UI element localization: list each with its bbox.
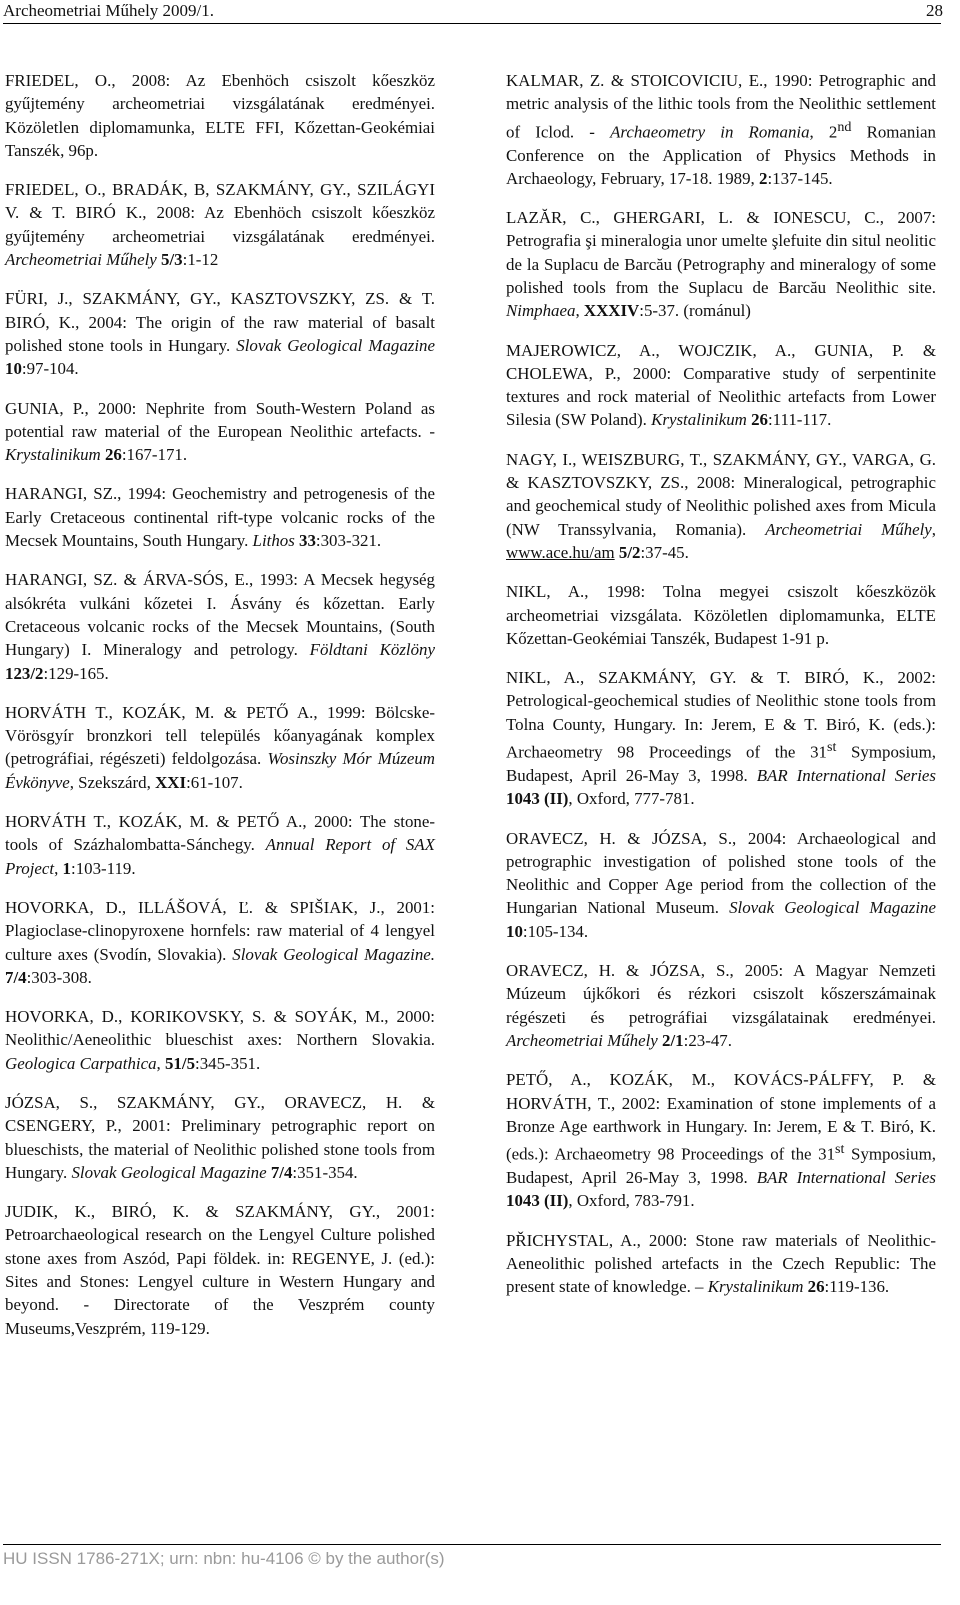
reference-text: :23-47.	[683, 1030, 732, 1050]
reference-entry	[506, 1229, 936, 1299]
reference-text: 5/2	[618, 542, 641, 562]
reference-text: 51/5	[164, 1053, 196, 1073]
reference-text: Geologica Carpathica	[5, 1053, 157, 1073]
reference-text: :103-119.	[71, 858, 136, 878]
reference-text: :303-321.	[315, 531, 382, 551]
reference-text: 10	[506, 921, 523, 941]
references-right-column	[506, 69, 936, 1315]
reference-text: PŘICHYSTAL, A., 2000: Stone raw materials of Neolithic-Aeneolithic polished artefacts in the Czech Republic: The present state of knowledge. –	[506, 1230, 936, 1297]
reference-entry	[5, 397, 435, 467]
reference-text: ,	[575, 301, 584, 321]
reference-text: Archeometriai Műhely	[765, 519, 932, 539]
reference-text: 2	[758, 168, 768, 188]
reference-text: GUNIA, P., 2000: Nephrite from South-Western Poland as potential raw material of the European Neolithic artefacts. -	[5, 398, 435, 441]
reference-entry	[5, 896, 435, 989]
reference-entry	[5, 287, 435, 380]
reference-entry	[506, 666, 936, 810]
reference-text: :303-308.	[26, 967, 92, 987]
reference-entry	[5, 178, 435, 271]
footer-rule	[3, 1544, 941, 1545]
reference-text: Krystalinikum	[5, 445, 101, 465]
reference-text: 7/4	[5, 967, 27, 987]
page-header	[3, 0, 943, 24]
reference-text: HORVÁTH T., KOZÁK, M. & PETŐ A., 2000: The stone-tools of Százhalombatta-Sánchegy.	[5, 812, 435, 855]
reference-text: :351-354.	[292, 1162, 358, 1182]
reference-text: XXXIV	[583, 301, 640, 321]
reference-text: NAGY, I., WEISZBURG, T., SZAKMÁNY, GY., VARGA, G. & KASZTOVSZKY, ZS., 2008: Mineralogical, petrographic and geochemical study of Neolithic polished axes from Micula (NW Transsylvania, Romania).	[506, 449, 936, 539]
reference-text: 7/4	[270, 1162, 293, 1182]
reference-text: FRIEDEL, O., 2008: Az Ebenhöch csiszolt kőeszköz gyűjtemény archeometriai vizsgálatának eredményei. Közöletlen diplomamunka, ELTE FFI, Kőzettan-Geokémiai Tanszék, 96p.	[5, 71, 435, 160]
reference-text: 26	[807, 1277, 825, 1297]
reference-text: :5-37. (románul)	[639, 301, 751, 321]
reference-text: 2/1	[662, 1030, 684, 1050]
reference-text: Krystalinikum	[707, 1277, 804, 1297]
reference-text: Lithos	[252, 531, 295, 551]
reference-text: :129-165.	[43, 663, 109, 683]
reference-text: :37-45.	[640, 542, 689, 562]
reference-text: PETŐ, A., KOZÁK, M., KOVÁCS-PÁLFFY, P. & HORVÁTH, T., 2002: Examination of stone implements of a Bronze Age earthwork in Hungary. In: Jerem, E & T. Biró, K. (eds.): Archaeometry 98 Proceedings of the 31	[506, 1070, 936, 1164]
reference-text: ORAVECZ, H. & JÓZSA, S., 2004: Archaeological and petrographic investigation of polished stone tools of the Neolithic and Copper Age period from the collection of the Hungarian National Museum.	[506, 828, 936, 918]
reference-text: NIKL, A., SZAKMÁNY, GY. & T. BIRÓ, K., 2002: Petrological-geochemical studies of Neolithic stone tools from Tolna County, Hungary. In: Jerem, E & T. Biró, K. (eds.): Archaeometry 98 Proceedings of the 31	[506, 668, 936, 762]
reference-text: Slovak Geological Magazine	[71, 1162, 267, 1182]
reference-text: Slovak Geological Magazine	[729, 898, 936, 918]
reference-text: JÓZSA, S., SZAKMÁNY, GY., ORAVECZ, H. & CSENGERY, P., 2001: Preliminary petrographic report on blueschists, the material of Neolithic polished stone tools from Hungary.	[5, 1092, 435, 1182]
reference-text: Slovak Geological Magazine	[236, 335, 435, 355]
reference-text: :111-117.	[767, 410, 832, 430]
reference-entry	[506, 69, 936, 190]
reference-text: HORVÁTH T., KOZÁK, M. & PETŐ A., 1999: Bölcske-Vörösgyír bronzkori tell település kőanyagának komplex (petrográfiai, régészeti) feldolgozása.	[5, 702, 435, 769]
reference-entry	[506, 1068, 936, 1212]
reference-text: Archeometriai Műhely	[5, 250, 157, 270]
reference-text: 5/3	[161, 250, 183, 270]
reference-text: ORAVECZ, H. & JÓZSA, S., 2005: A Magyar Nemzeti Múzeum újkőkori és rézkori csiszolt kőszerszámainak régészeti és petrográfiai vizsgálatainak eredményei.	[506, 961, 936, 1027]
reference-entry	[506, 448, 936, 564]
page-number: 28	[926, 1, 943, 20]
reference-text: :167-171.	[121, 445, 188, 465]
reference-entry	[506, 959, 936, 1052]
reference-text: :97-104.	[21, 359, 79, 379]
reference-text: 26	[104, 445, 122, 465]
reference-text: 26	[751, 410, 768, 430]
reference-text: ,	[156, 1053, 165, 1073]
reference-entry	[506, 827, 936, 943]
references-left-column	[5, 69, 435, 1356]
reference-text: st	[826, 739, 837, 756]
reference-entry	[5, 1005, 435, 1075]
reference-text: Krystalinikum	[651, 410, 747, 430]
header-rule	[3, 23, 941, 24]
reference-entry	[5, 1091, 435, 1184]
reference-text: st	[835, 1141, 845, 1158]
reference-text: 123/2	[5, 663, 44, 683]
reference-text: HARANGI, SZ. & ÁRVA-SÓS, E., 1993: A Mecsek hegység alsókréta vulkáni kőzetei I. Ásvány és kőzettan. Early Cretaceous volcanic rocks of the Mecsek Mountains, (South Hungary) I. Mineralogy and petrology.	[5, 570, 435, 660]
reference-text: :1-12	[182, 250, 219, 270]
reference-text: NIKL, A., 1998: Tolna megyei csiszolt kőeszközök archeometriai vizsgálata. Közöletlen diplomamunka, ELTE Kőzettan-Geokémiai Tanszék, Budapest 1-91 p.	[506, 582, 936, 648]
reference-text: , Szekszárd,	[69, 772, 156, 792]
reference-entry	[506, 339, 936, 432]
reference-entry	[5, 810, 435, 880]
reference-text: HARANGI, SZ., 1994: Geochemistry and petrogenesis of the Early Cretaceous continental rift-type volcanic rocks of the Mecsek Mountains, South Hungary.	[5, 484, 435, 551]
reference-text: Földtani Közlöny	[309, 640, 435, 660]
journal-title: Archeometriai Műhely 2009/1.	[3, 1, 215, 20]
reference-text: ,	[931, 519, 936, 539]
reference-text: BAR International Series	[756, 1168, 936, 1188]
reference-text: :119-136.	[824, 1277, 890, 1297]
reference-text: HOVORKA, D., ILLÁŠOVÁ, Ľ. & SPIŠIAK, J., 2001: Plagioclase-clinopyroxene hornfels: raw material of 4 lengyel culture axes (Svodín, Slovakia).	[5, 897, 435, 964]
reference-entry	[5, 1200, 435, 1340]
reference-text: :61-107.	[186, 772, 243, 792]
reference-text: :105-134.	[522, 921, 589, 941]
reference-text: FRIEDEL, O., BRADÁK, B, SZAKMÁNY, GY., SZILÁGYI V. & T. BIRÓ K., 2008: Az Ebenhöch csiszolt kőeszköz gyűjtemény archeometriai vizsgálatának eredményei.	[5, 180, 435, 246]
reference-text: BAR International Series	[756, 765, 936, 785]
reference-text: , Oxford, 783-791.	[568, 1191, 695, 1211]
reference-text: 1	[62, 858, 71, 878]
reference-entry	[5, 69, 435, 162]
reference-text: Archaeometry in Romania	[610, 122, 810, 142]
reference-text: :137-145.	[767, 168, 833, 188]
reference-text: MAJEROWICZ, A., WOJCZIK, A., GUNIA, P. & CHOLEWA, P., 2000: Comparative study of serpentinite textures and rock material of Neolithic artefacts from Lower Silesia (SW Poland).	[506, 340, 936, 430]
reference-text: 1043 (II)	[506, 789, 569, 809]
reference-text: Slovak Geological Magazine.	[232, 944, 435, 964]
reference-entry	[506, 580, 936, 650]
reference-text: ,	[54, 858, 63, 878]
reference-text: JUDIK, K., BIRÓ, K. & SZAKMÁNY, GY., 2001: Petroarchaeological research on the Lengyel Culture polished stone axes from Aszód, Papi földek. in: REGENYE, J. (ed.): Sites and Stones: Lengyel culture in Western Hungary and beyond. - Directorate of the Veszprém county Museums,Veszprém, 119-129.	[5, 1202, 435, 1338]
reference-text: 10	[5, 359, 22, 379]
reference-text: Romanian Conference on the Application of Physics Methods in Archaeology, February, 17-18. 1989,	[506, 122, 936, 188]
reference-entry	[506, 206, 936, 322]
reference-text: LAZĂR, C., GHERGARI, L. & IONESCU, C., 2007: Petrografia şi mineralogia unor umelte şlefuite din situl neolitic de la Suplacu de Barcău (Petrography and mineralogy of some polished tools from the Suplacu de Barcău Neolithic site.	[506, 208, 936, 297]
reference-text: KALMAR, Z. & STOICOVICIU, E., 1990: Petrographic and metric analysis of the lithic tools from the Neolithic settlement of Iclod. -	[506, 71, 936, 142]
reference-text: FÜRI, J., SZAKMÁNY, GY., KASZTOVSZKY, ZS. & T. BIRÓ, K., 2004: The origin of the raw material of basalt polished stone tools in Hungary.	[5, 289, 435, 355]
reference-text: , Oxford, 777-781.	[568, 789, 695, 809]
reference-text: 33	[299, 531, 316, 551]
page-footer: HU ISSN 1786-271X; urn: nbn: hu-4106 © by the author(s)	[3, 1549, 445, 1568]
reference-text: Nimphaea	[506, 301, 576, 321]
reference-text: HOVORKA, D., KORIKOVSKY, S. & SOYÁK, M., 2000: Neolithic/Aeneolithic blueschist axes: Northern Slovakia.	[5, 1007, 435, 1050]
reference-text: nd	[837, 118, 852, 135]
reference-text: XXI	[155, 772, 187, 792]
reference-entry	[5, 568, 435, 684]
reference-entry	[5, 701, 435, 794]
reference-link[interactable]: www.ace.hu/am	[506, 542, 615, 562]
reference-entry	[5, 482, 435, 552]
reference-text: 1043 (II)	[506, 1191, 569, 1211]
reference-text: Archeometriai Műhely	[506, 1030, 658, 1050]
reference-text: Wosinszky Mór Múzeum Évkönyve	[5, 749, 436, 792]
reference-text: , 2	[809, 122, 838, 142]
reference-text: :345-351.	[195, 1053, 261, 1073]
reference-text: Annual Report of SAX Project	[5, 835, 435, 878]
reference-text: Symposium, Budapest, April 26-May 3, 1998.	[506, 742, 936, 785]
reference-text: Symposium, Budapest, April 26-May 3, 1998.	[506, 1144, 936, 1188]
